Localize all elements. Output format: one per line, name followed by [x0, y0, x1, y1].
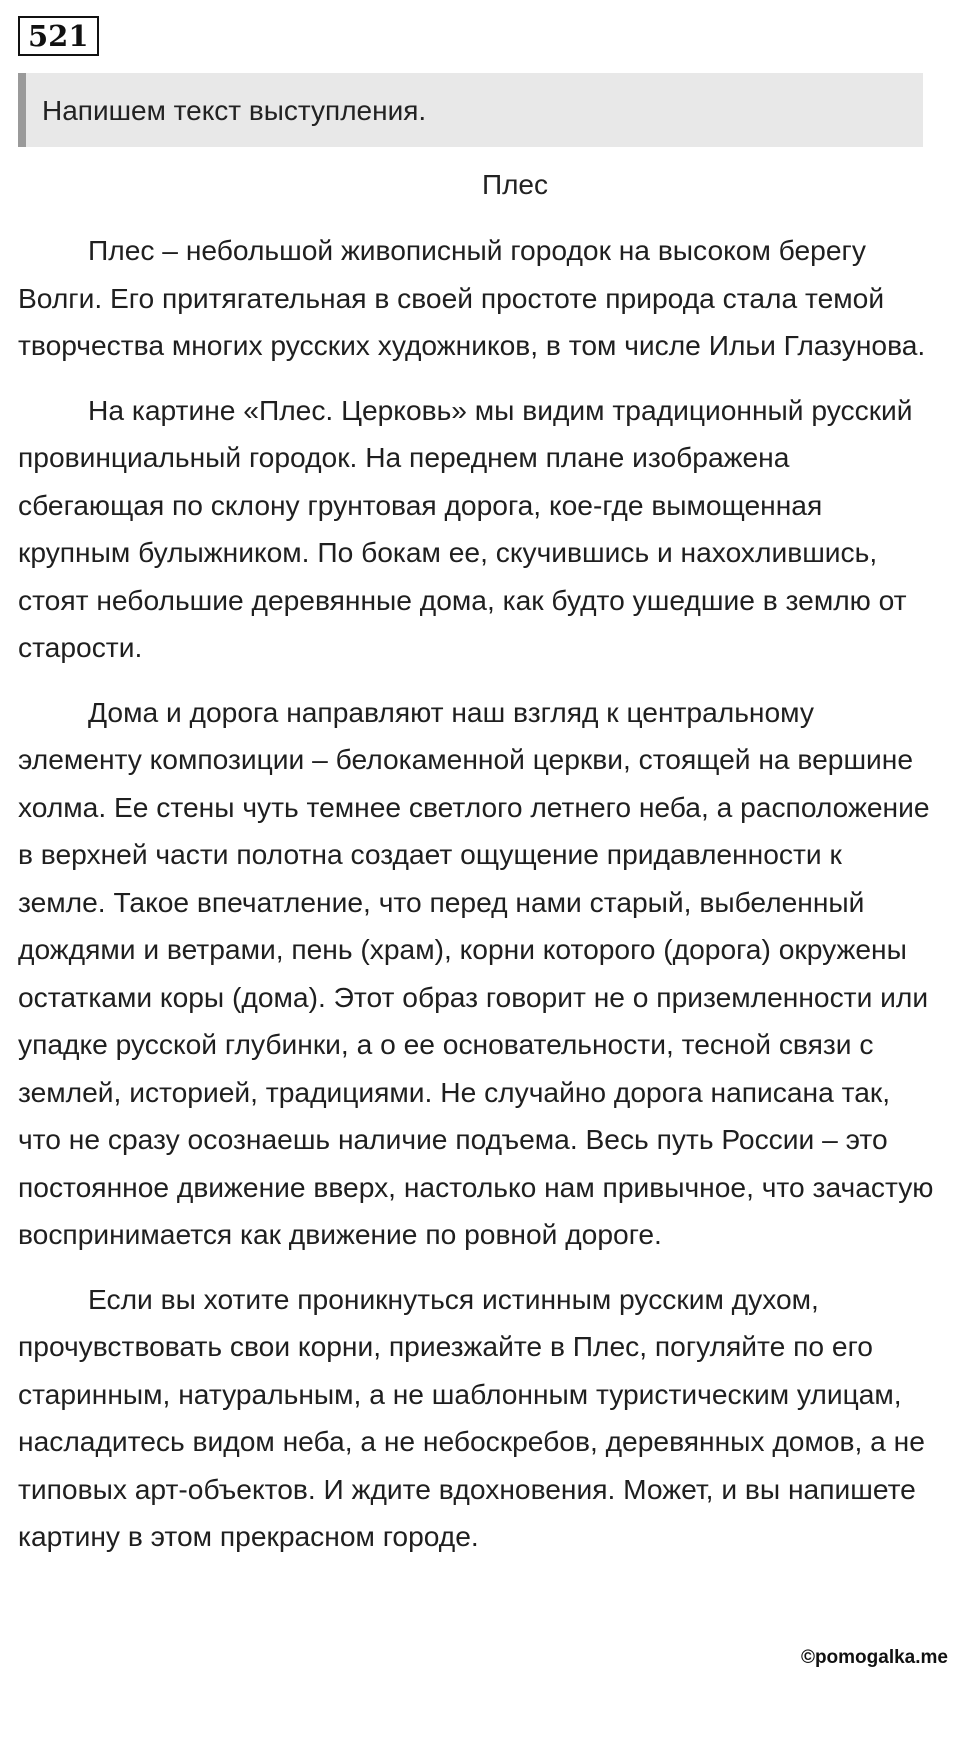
essay-paragraph-3: Дома и дорога направляют наш взгляд к центральному элементу композиции – белокаменной церкви, стоящей на вершине холма. Ее стены чуть темнее светлого летнего неба, а расположение в верхней части полотна создает ощущение придавленности к земле. Такое впечатление, что перед нами старый, выбеленный дождями и ветрами, пень (храм), корни которого (дорога) окружены остатками коры (дома). Этот образ говорит не о приземленности или упадке русской глубинки, а о ее основательности, тесной связи с землей, историей, традициями. Не случайно дорога написана так, что не сразу осознаешь наличие подъема. Весь путь России – это постоянное движение вверх, настолько нам привычное, что зачастую воспринимается как движение по ровной дороге. — [18, 695, 934, 1250]
essay-paragraph-1: Плес – небольшой живописный городок на высоком берегу Волги. Его притягательная в своей простоте природа стала темой творчества многих русских художников, в том числе Ильи Глазунова. — [18, 234, 926, 361]
essay-paragraph-2: На картине «Плес. Церковь» мы видим традиционный русский провинциальный городок. На переднем плане изображена сбегающая по склону грунтовая дорога, кое-где вымощенная крупным булыжником. По бокам ее, скучившись и нахохлившись, стоят небольшие деревянные дома, как будто ушедшие в землю от старости. — [18, 393, 913, 663]
watermark: ©pomogalka.me — [800, 1647, 948, 1668]
task-instruction-banner — [18, 73, 923, 147]
task-number: 521 — [18, 16, 99, 56]
essay-body — [18, 227, 936, 1578]
essay-title: Плес — [481, 169, 549, 200]
task-instruction-text: Напишем текст выступления. — [42, 95, 427, 126]
essay-paragraph-4: Если вы хотите проникнуться истинным русским духом, прочувствовать свои корни, приезжайте в Плес, погуляйте по его старинным, натуральным, а не шаблонным туристическим улицам, насладитесь видом неба, а не небоскребов, деревянных домов, а не типовых арт-объектов. И ждите вдохновения. Может, и вы напишете картину в этом прекрасном городе. — [18, 1282, 925, 1552]
